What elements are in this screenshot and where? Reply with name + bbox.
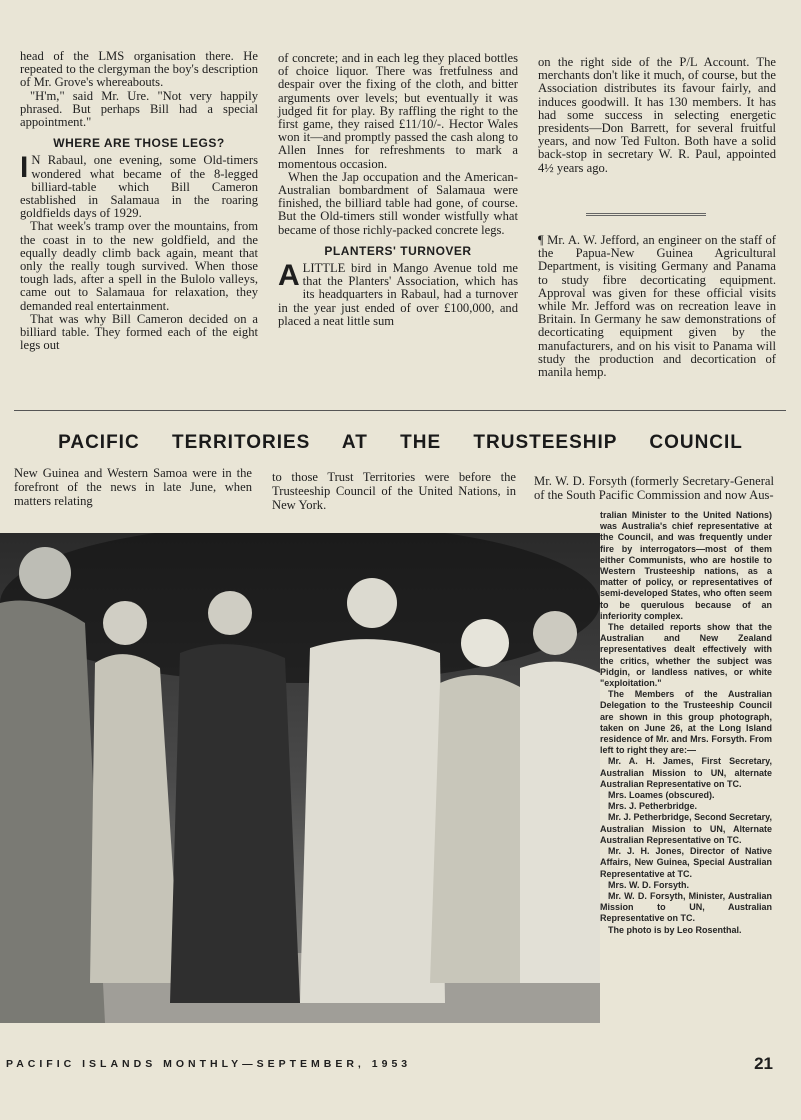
group-photo-image xyxy=(0,533,600,1023)
col3-paragraph: ¶ Mr. A. W. Jefford, an engineer on the staff of the Papua-New Guinea Agricultural Department, is visiting Germany and Panama to study fibre decorticating equipment. Approval was given for these official visits while Mr. Jefford was on recreation leave in Britain. In Germany he saw demonstrations of decorticating equipment given by the manufacturers, and on his visit to Panama will study the production and decortication of manila hemp. xyxy=(538,233,776,380)
intro-column-1: New Guinea and Western Samoa were in the forefront of the news in late June, when matters relating xyxy=(14,466,252,508)
section-heading: PLANTERS' TURNOVER xyxy=(324,243,472,258)
caption-paragraph: Mr. J. Petherbridge, Second Secretary, Australian Mission to UN, Alternate Australian Representative on TC. xyxy=(600,812,772,845)
caption-paragraph: The Members of the Australian Delegation to the Trusteeship Council are shown in this group photograph, taken on June 26, at the Long Island residence of Mr. and Mrs. Forsyth. From left to right they are:— xyxy=(600,689,772,756)
caption-paragraph: Mrs. J. Petherbridge. xyxy=(608,801,698,812)
caption-paragraph: tralian Minister to the United Nations) was Australia's chief representative at the Council, and was frequently under fire by interrogators—most of them either Communists, who are hostile to Western Trusteeship nations, as a matter of policy, or representatives of semi-developed States, who often seem to be querulous because of an inferiority complex. xyxy=(600,510,772,621)
col2-paragraph: of concrete; and in each leg they placed bottles of choice liquor. There was fretfulness and despair over the fixing of the cloth, and bitter arguments over levels; but eventually it was judged fit for play. By raffling the right to the first game, they raised £11/10/-. Hector Wales won it—and promptly passed the cash along to Allen Innes for refreshments to mark a momentous occasion. xyxy=(278,51,518,171)
col1-paragraph: head of the LMS organisation there. He repeated to the clergyman the boy's description of Mr. Grove's whereabouts. xyxy=(20,49,258,90)
col1-paragraph: That was why Bill Cameron decided on a billiard table. They formed each of the eight legs out xyxy=(20,311,258,353)
drop-cap: A xyxy=(278,259,300,293)
page-footer: PACIFIC ISLANDS MONTHLY—SEPTEMBER, 1953 xyxy=(6,1058,412,1070)
article-column-3 xyxy=(538,56,776,175)
photo-caption xyxy=(600,510,772,936)
drop-cap: I xyxy=(20,151,29,185)
caption-paragraph: Mrs. Loames (obscured). xyxy=(608,790,715,801)
section-heading: WHERE ARE THOSE LEGS? xyxy=(53,136,225,151)
group-photograph xyxy=(0,533,600,1023)
caption-paragraph: Mrs. W. D. Forsyth. xyxy=(608,879,690,890)
intro-column-2: to those Trust Territories were before the Trusteeship Council of the United Nations, in New York. xyxy=(272,470,516,512)
feature-headline: PACIFIC TERRITORIES AT THE TRUSTEESHIP COUNCIL xyxy=(58,432,743,453)
caption-paragraph: Mr. W. D. Forsyth, Minister, Australian Mission to UN, Australian Representative on TC. xyxy=(600,890,772,924)
col1-paragraph: I N Rabaul, one evening, some Old-timers wondered what became of the 8-legged billiard-table which Bill Cameron established in Salamaua in the roaring goldfields days of 1929. xyxy=(20,151,258,221)
article-column-1 xyxy=(20,50,258,352)
col1-paragraph: "H'm," said Mr. Ure. "Not very happily phrased. But perhaps Bill had a special appointment." xyxy=(20,88,258,130)
col2-paragraph: When the Jap occupation and the American-Australian bombardment of Salamaua were finished, the billiard table had gone, of course. But the Old-timers still wonder wistfully what became of those richly-packed concrete legs. xyxy=(278,169,518,237)
article-column-2 xyxy=(278,52,518,328)
page-number: 21 xyxy=(754,1054,773,1073)
col2-paragraph: ALITTLE bird in Mango Avenue told me that the Planters' Association, which has its headquarters in Rabaul, had a turnover in the year just ended of over £100,000, and placed a neat little sum xyxy=(278,259,518,328)
article-column-3-note xyxy=(538,234,776,379)
col3-paragraph: on the right side of the P/L Account. The merchants don't like it much, of course, but the Association distributes its favour fairly, and induces goodwill. It has 130 members. It has had some success in selecting energetic presidents—Don Barrett, for several fruitful years, and now Ted Fulton. Both have a solid back-stop in secretary W. R. Paul, appointed 4½ years ago. xyxy=(538,55,776,175)
caption-paragraph: Mr. J. H. Jones, Director of Native Affairs, New Guinea, Special Australian Representative at TC. xyxy=(600,846,772,879)
caption-paragraph: The detailed reports show that the Australian and New Zealand representatives dealt effectively with the critics, whether the subject was Pidgin, or landless natives, or white "exploitation." xyxy=(600,622,772,689)
caption-paragraph: The photo is by Leo Rosenthal. xyxy=(608,924,742,935)
section-rule xyxy=(14,410,786,411)
col1-paragraph: That week's tramp over the mountains, from the coast in to the new goldfield, and the equally deadly climb back again, meant that only the really tough survived. When those tough lads, after a spell in the Bulolo valleys, came out to Salamaua for relaxation, they demanded real entertainment. xyxy=(20,219,258,313)
caption-paragraph: Mr. A. H. James, First Secretary, Australian Mission to UN, alternate Australian Representative on TC. xyxy=(600,756,772,789)
intro-column-3: Mr. W. D. Forsyth (formerly Secretary-General of the South Pacific Commission and now Aus- xyxy=(534,474,774,502)
column-divider xyxy=(586,213,706,216)
